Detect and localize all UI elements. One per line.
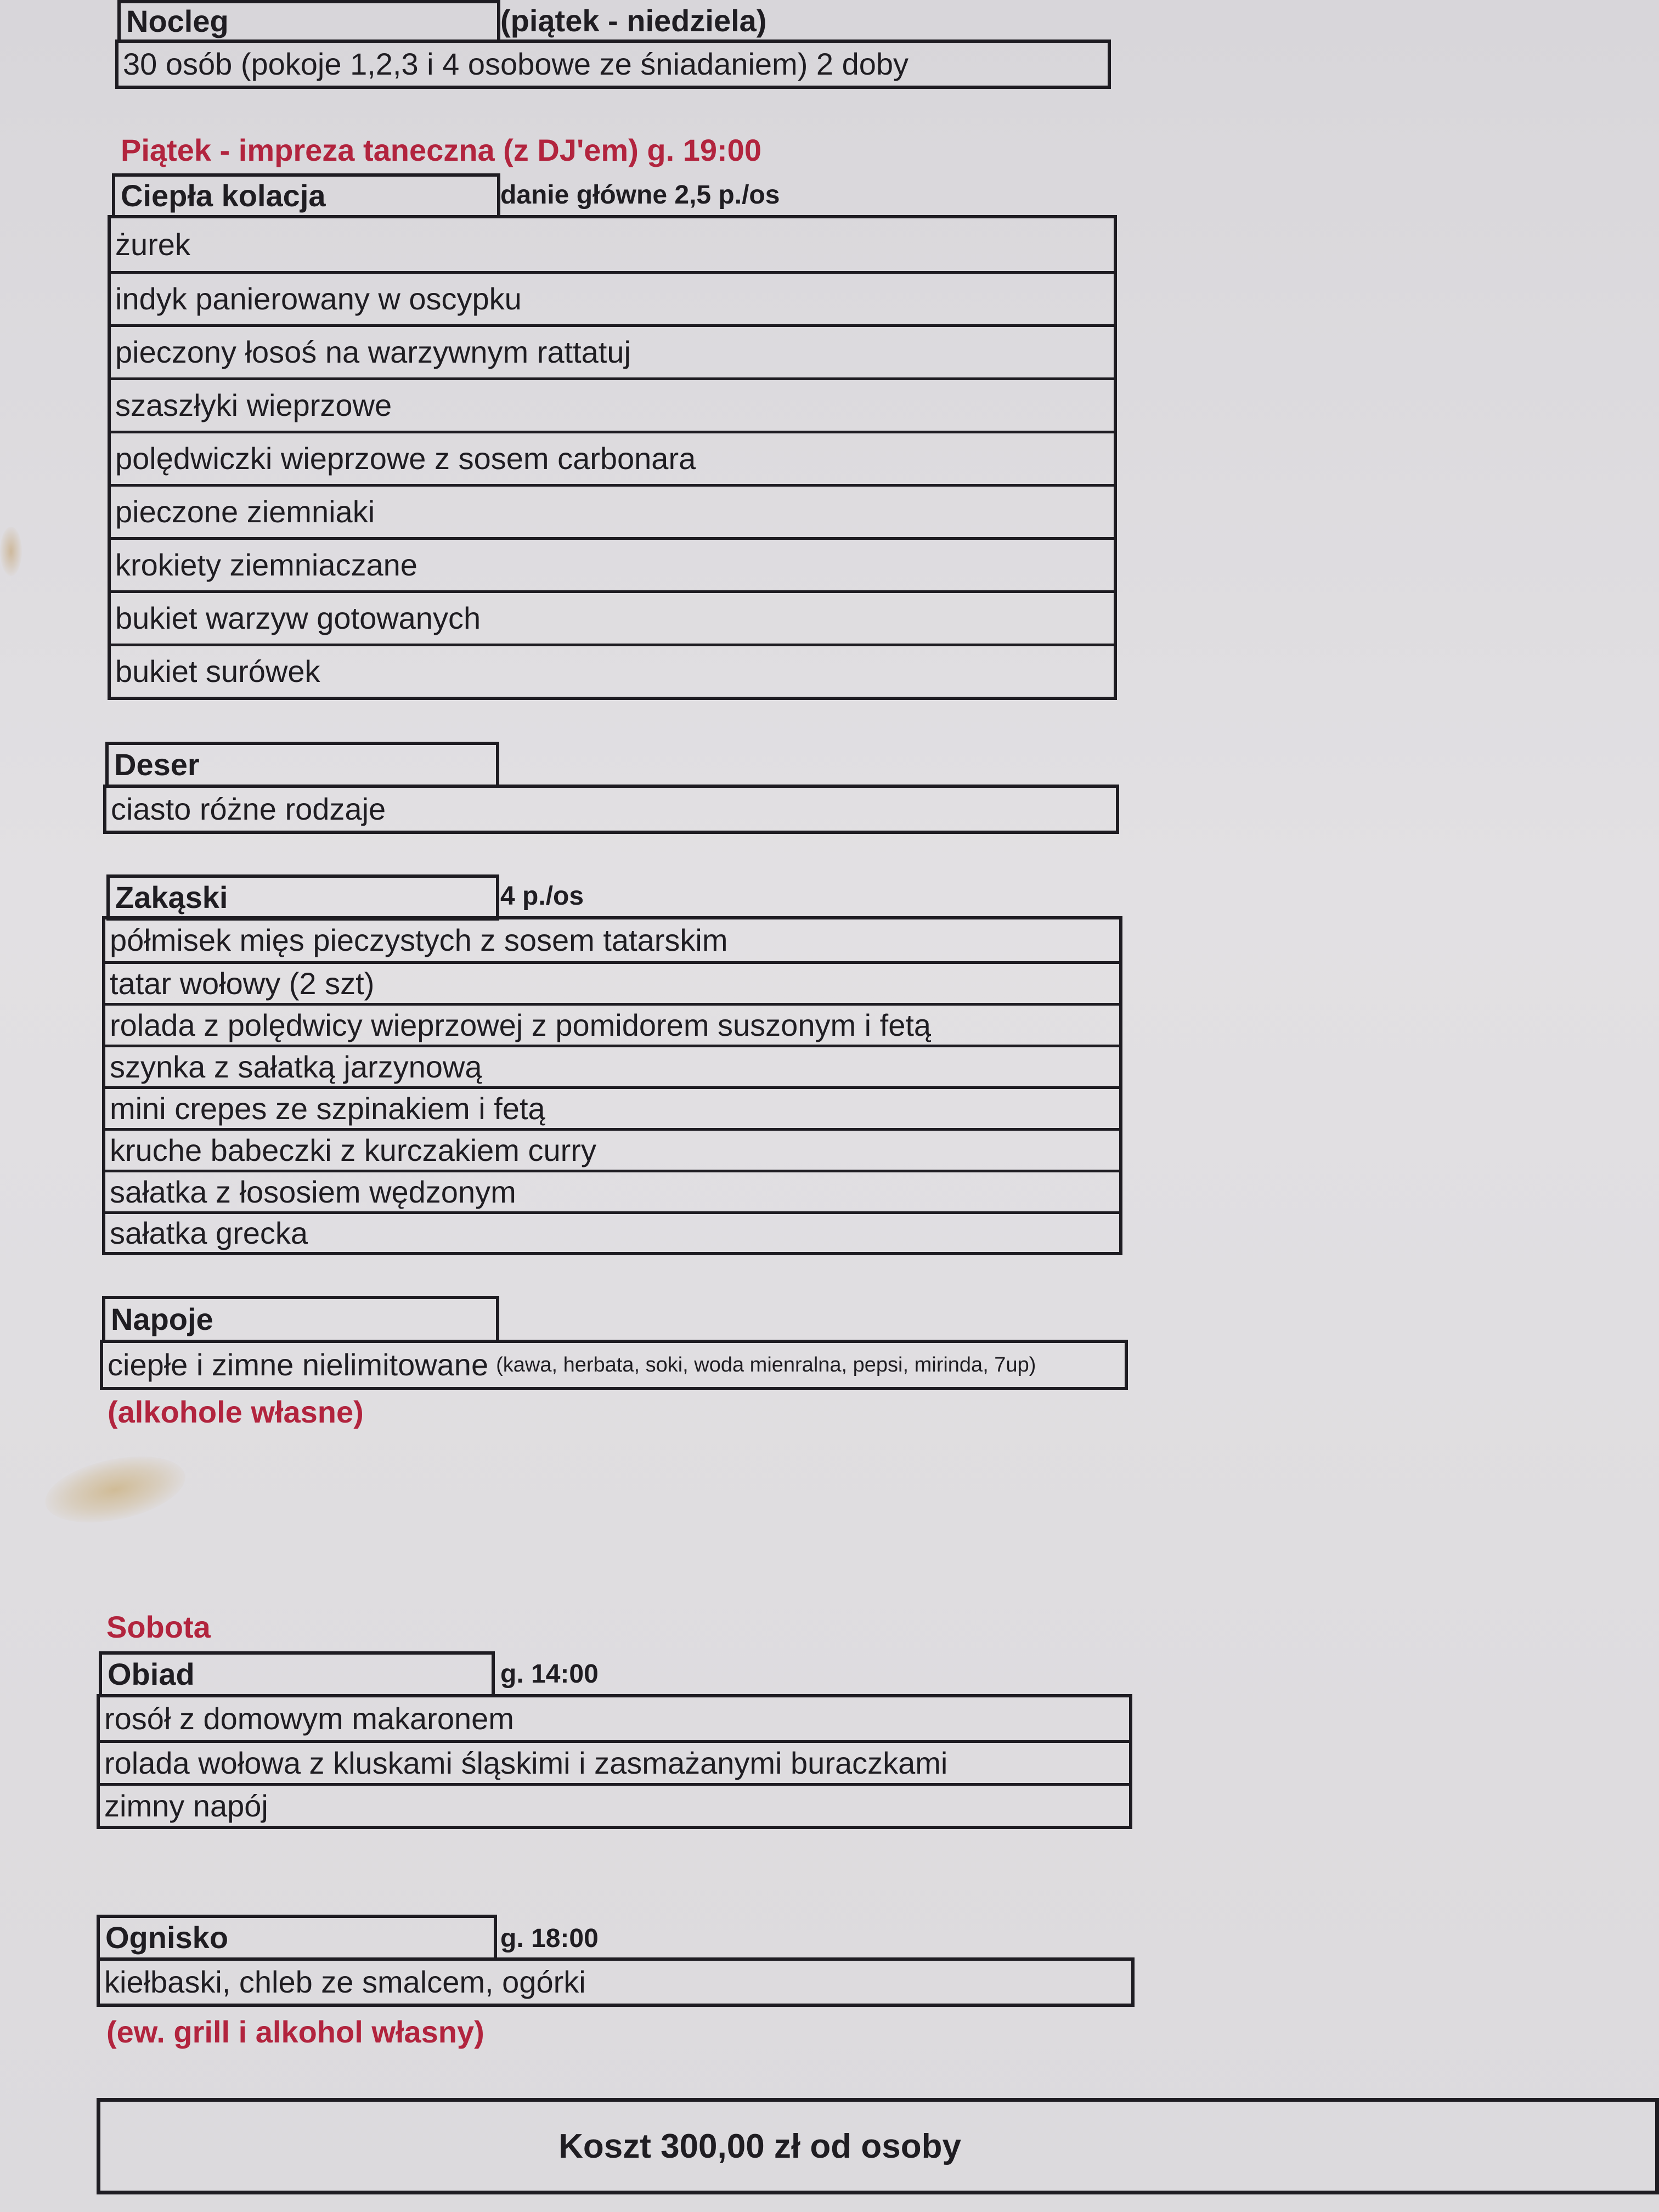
saturday-heading: Sobota <box>106 1610 211 1644</box>
table-row: kiełbaski, chleb ze smalcem, ogórki <box>104 1965 586 1999</box>
ognisko-note: g. 18:00 <box>500 1924 599 1953</box>
nocleg-title: Nocleg <box>126 4 229 38</box>
edge-stain <box>0 527 22 576</box>
table-row: 30 osób (pokoje 1,2,3 i 4 osobowe ze śniadaniem) 2 doby <box>123 47 909 81</box>
kolacja-table <box>108 215 1117 700</box>
kolacja-header <box>112 173 500 218</box>
friday-heading: Piątek - impreza taneczna (z DJ'em) g. 19:00 <box>121 133 761 167</box>
table-row: sałatka z łososiem wędzonym <box>105 1170 1119 1211</box>
obiad-table <box>97 1694 1132 1829</box>
napoje-note: (alkohole własne) <box>108 1395 364 1429</box>
table-row: pieczone ziemniaki <box>111 484 1114 537</box>
table-row: rolada z polędwicy wieprzowej z pomidorem suszonym i fetą <box>105 1003 1119 1045</box>
coffee-stain <box>39 1445 191 1534</box>
table-row: polędwiczki wieprzowe z sosem carbonara <box>111 431 1114 484</box>
table-row: rosół z domowym makaronem <box>104 1701 514 1736</box>
ognisko-title: Ognisko <box>105 1920 229 1955</box>
ognisko-table <box>97 1957 1135 2007</box>
table-row: szaszłyki wieprzowe <box>111 377 1114 431</box>
table-row: tatar wołowy (2 szt) <box>105 961 1119 1003</box>
napoje-detail: (kawa, herbata, soki, woda mienralna, pepsi, mirinda, 7up) <box>496 1353 1036 1376</box>
table-row: pieczony łosoś na warzywnym rattatuj <box>111 324 1114 377</box>
table-row: ciasto różne rodzaje <box>111 792 386 826</box>
table-row: sałatka grecka <box>105 1211 1119 1252</box>
zakaski-note: 4 p./os <box>500 882 584 911</box>
nocleg-note: (piątek - niedziela) <box>500 3 767 38</box>
table-row: mini crepes ze szpinakiem i fetą <box>105 1086 1119 1128</box>
table-row: zimny napój <box>100 1783 1129 1826</box>
obiad-title: Obiad <box>108 1657 195 1691</box>
table-row: żurek <box>115 227 190 262</box>
table-row: rolada wołowa z kluskami śląskimi i zasmażanymi buraczkami <box>100 1740 1129 1783</box>
obiad-note: g. 14:00 <box>500 1660 599 1689</box>
napoje-header <box>102 1296 499 1343</box>
kolacja-note: danie główne 2,5 p./os <box>500 180 780 210</box>
table-row: szynka z sałatką jarzynową <box>105 1045 1119 1086</box>
nocleg-table <box>115 40 1111 89</box>
napoje-title: Napoje <box>111 1302 213 1336</box>
obiad-header <box>99 1651 495 1697</box>
deser-table <box>103 785 1119 834</box>
table-row: bukiet warzyw gotowanych <box>111 590 1114 644</box>
cost-box <box>97 2098 1659 2194</box>
zakaski-table <box>102 916 1122 1255</box>
cost-text: Koszt 300,00 zł od osoby <box>558 2127 961 2165</box>
kolacja-title: Ciepła kolacja <box>121 178 326 213</box>
nocleg-header <box>117 0 500 43</box>
deser-title: Deser <box>114 747 200 782</box>
table-row: bukiet surówek <box>111 644 1114 697</box>
table-row: półmisek mięs pieczystych z sosem tatarskim <box>110 923 728 957</box>
ognisko-red-note: (ew. grill i alkohol własny) <box>106 2015 484 2049</box>
table-row: krokiety ziemniaczane <box>111 537 1114 590</box>
napoje-main: ciepłe i zimne nielimitowane <box>108 1347 489 1382</box>
zakaski-header <box>106 874 499 921</box>
ognisko-header <box>97 1915 497 1961</box>
deser-header <box>105 742 499 788</box>
zakaski-title: Zakąski <box>115 880 228 915</box>
table-row <box>103 1343 1125 1387</box>
napoje-table <box>100 1340 1128 1390</box>
table-row: indyk panierowany w oscypku <box>111 271 1114 324</box>
table-row: kruche babeczki z kurczakiem curry <box>105 1128 1119 1170</box>
